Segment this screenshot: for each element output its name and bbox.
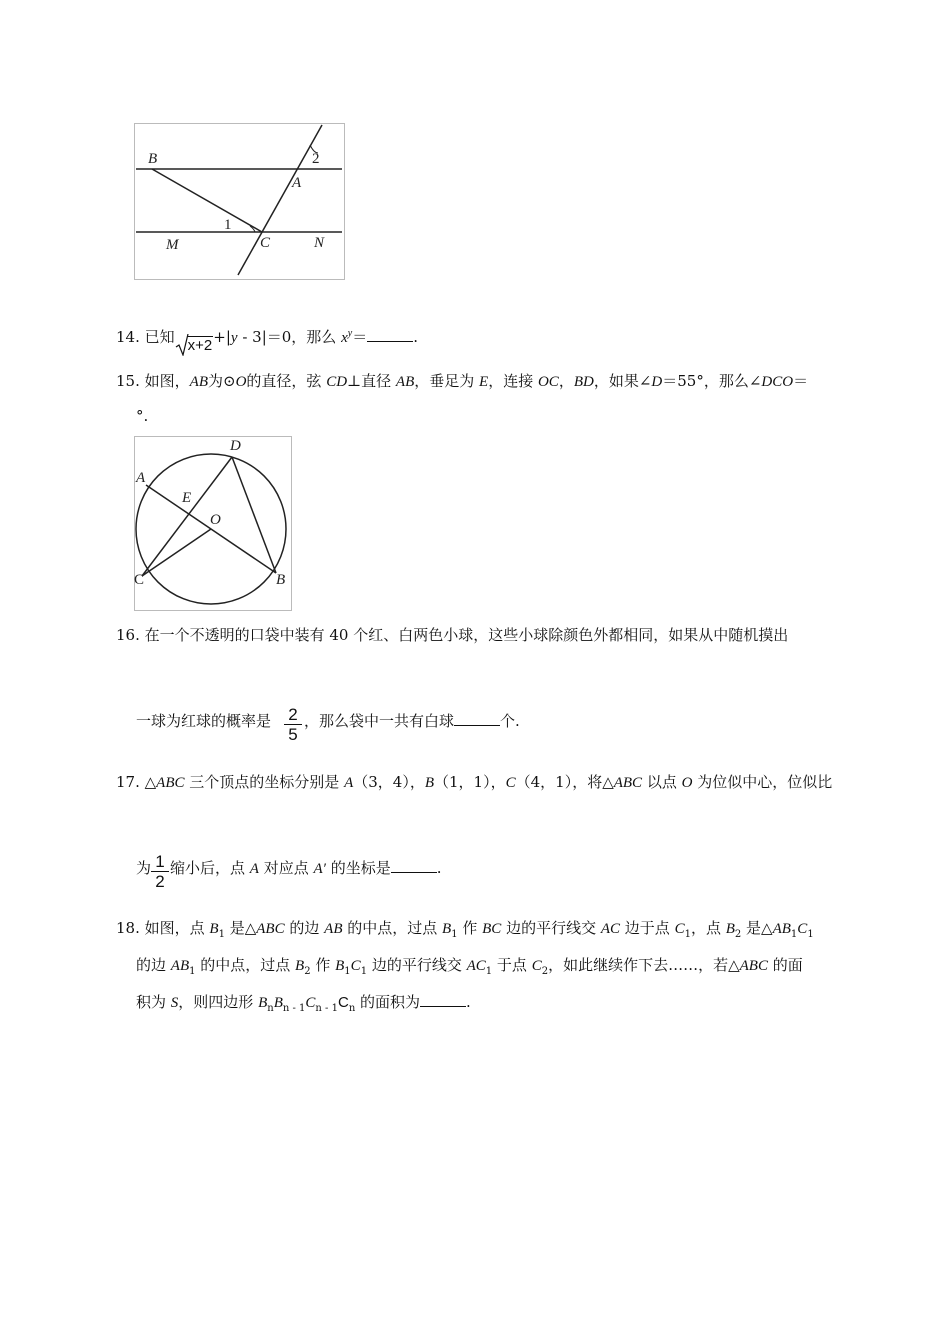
question-16: 16. 在一个不透明的口袋中装有 40 个红、白两色小球，这些小球除颜色外都相同，如果从中随机摸出 bbox=[116, 626, 789, 644]
label-b: B bbox=[276, 572, 286, 588]
segment-bd bbox=[232, 457, 276, 573]
question-17: 17. △ABC 三个顶点的坐标分别是 A（3，4），B（1，1），C（4，1），将△ABC 以点 O 为位似中心，位似比 bbox=[116, 773, 833, 791]
fraction-1-2: $\frac{1}{2}$ bbox=[151, 852, 169, 892]
label-2: 2 bbox=[312, 151, 320, 167]
question-16-line2a: 一球为红球的概率是 bbox=[136, 712, 272, 730]
question-18-line2: 的边 $AB_1$ 的中点，过点 $B_2$ 作 $B_1C_1$ 边的平行线交 $AC_1$ 于点 $C_2$，如此继续作下去……，若△ABC 的面 bbox=[136, 956, 803, 977]
question-18-line3: 积为 S，则四边形 $B_nB_{n - 1}C_{n - 1}C_n$ 的面积为 . bbox=[136, 993, 471, 1014]
segment-bc bbox=[152, 169, 262, 232]
answer-blank-14 bbox=[367, 327, 413, 342]
question-15-line2: °. bbox=[136, 407, 149, 425]
answer-blank-18 bbox=[420, 992, 466, 1007]
question-16-line2b: ，那么袋中一共有白球 个. bbox=[304, 712, 520, 730]
label-a: A bbox=[136, 470, 146, 486]
label-1: 1 bbox=[224, 217, 232, 233]
label-b: B bbox=[148, 151, 158, 167]
label-m: M bbox=[166, 237, 179, 253]
label-d: D bbox=[230, 438, 241, 454]
question-15: 15. 如图，AB为⊙O的直径，弦 CD⊥直径 AB，垂足为 E，连接 OC，BD，如果∠D＝55°，那么∠DCO＝ bbox=[116, 372, 809, 390]
segment-oc bbox=[142, 529, 211, 576]
label-o: O bbox=[210, 512, 221, 528]
figure-circle bbox=[134, 436, 294, 612]
answer-blank-17 bbox=[391, 858, 437, 873]
question-18: 18. 如图，点 $B_1$ 是△ABC 的边 AB 的中点，过点 $B_1$ 作 BC 边的平行线交 AC 边于点 $C_1$，点 $B_2$ 是$\triangle AB_1C_1$ bbox=[116, 919, 814, 940]
question-17-line2a: 为 bbox=[136, 859, 152, 877]
transversal bbox=[238, 125, 322, 275]
figure-parallel-lines bbox=[134, 123, 346, 281]
label-c: C bbox=[134, 572, 145, 588]
q14-text: 已知 bbox=[144, 328, 175, 346]
label-a: A bbox=[292, 175, 302, 191]
label-e: E bbox=[182, 490, 192, 506]
answer-blank-16 bbox=[454, 711, 500, 726]
question-17-line2b: 缩小后，点 A 对应点 A′ 的坐标是 . bbox=[170, 859, 442, 877]
question-14: 14. 已知 x+2+|y - 3|＝0，那么 $x^y=$ . bbox=[116, 328, 418, 354]
fraction-2-5: $\frac{2}{5}$ bbox=[284, 705, 302, 745]
question-number: 14. bbox=[116, 328, 140, 346]
sqrt-expression: x+2 bbox=[175, 336, 214, 356]
label-c: C bbox=[260, 235, 271, 251]
label-n: N bbox=[314, 235, 325, 251]
